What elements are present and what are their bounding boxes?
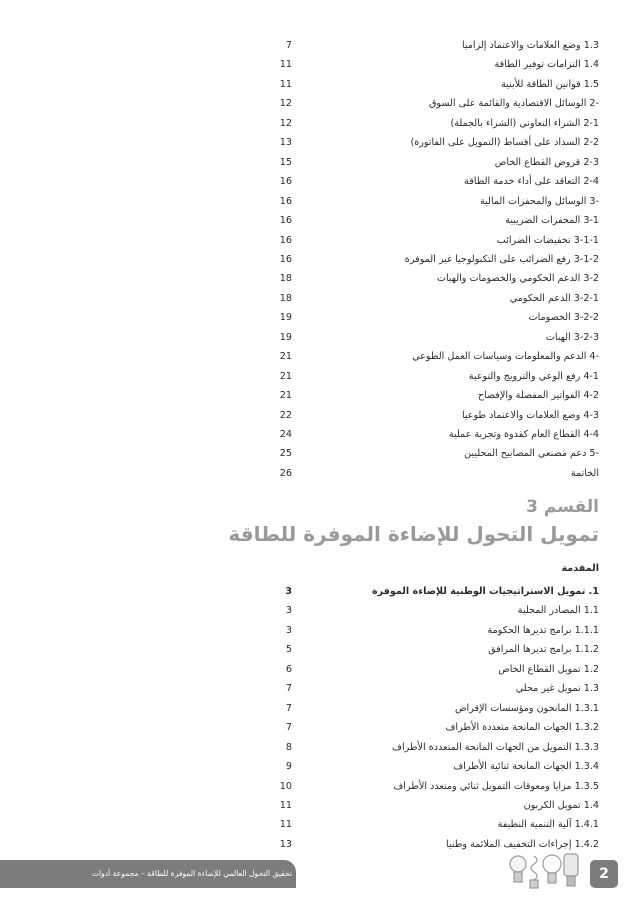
toc-entry-title: 3-2-3 الهبات bbox=[545, 331, 599, 343]
toc-entry-title: 1.3.5 مزايا ومعوقات التمويل ثنائي ومتعدد الأطراف bbox=[393, 780, 599, 792]
toc-entry-title: الخاتمة bbox=[570, 467, 599, 479]
toc-entry-title: 3-2-2 الخصومات bbox=[528, 312, 599, 324]
toc-entry-title: 1.3.1 المانحون ومؤسسات الإقراض bbox=[454, 702, 599, 714]
toc-entry bbox=[0, 699, 636, 719]
toc-entry bbox=[0, 308, 636, 328]
footer-title: تحقيق التحول العالمي للإضاءة الموفرة للطاقة – مجموعة أدوات bbox=[91, 869, 292, 878]
toc-entry-title: 1.1 المصادر المحلية bbox=[517, 605, 599, 617]
toc-entry-page: 12 bbox=[279, 98, 292, 110]
toc-entry-title: 4-4 القطاع العام كقدوة وتجربة عملية bbox=[448, 429, 599, 440]
toc-entry-title: 1.3.4 الجهات المانحة ثنائية الأطراف bbox=[453, 761, 599, 773]
toc-entry-page: 5 bbox=[285, 644, 292, 656]
intro-label: المقدمة bbox=[561, 563, 599, 574]
toc-entry-title: 1. تمويل الاستراتيجيات الوطنية للإضاءة الموفرة bbox=[371, 586, 599, 597]
toc-entry bbox=[0, 269, 636, 289]
toc-entry-page: 15 bbox=[279, 156, 292, 168]
toc-entry bbox=[0, 289, 636, 309]
toc-entry-title: 4-2 الفواتير المفصلة والإفصاح bbox=[477, 390, 599, 402]
toc-entry bbox=[0, 660, 636, 680]
toc-entry-page: 10 bbox=[279, 780, 292, 792]
toc-entry bbox=[0, 94, 636, 114]
toc-entry-page: 8 bbox=[285, 741, 292, 753]
toc-entry-page: 13 bbox=[279, 137, 292, 149]
toc-entry-title: 2-2 السداد على أقساط (التمويل على الفاتورة) bbox=[410, 137, 599, 149]
toc-entry-page: 12 bbox=[279, 117, 292, 129]
section-number: القسم 3 bbox=[526, 497, 599, 517]
toc-entry bbox=[0, 406, 636, 426]
toc-entry-page: 7 bbox=[285, 683, 292, 695]
toc-entry-page: 6 bbox=[285, 663, 292, 675]
toc-entry bbox=[0, 250, 636, 270]
toc-entry bbox=[0, 777, 636, 797]
toc-entry-title: 1.4.1 آلية التنمية النظيفة bbox=[497, 819, 599, 831]
toc-entry-page: 9 bbox=[285, 761, 292, 773]
toc-entry-title: 4-1 رفع الوعي والترويج والتوعية bbox=[468, 370, 599, 382]
toc-entry bbox=[0, 386, 636, 406]
toc-entry-title: 3-1-1 تخفيضات الضرائب bbox=[496, 234, 599, 246]
toc-entry-title: 1.4 تمويل الكربون bbox=[523, 799, 599, 811]
toc-entry-page: 16 bbox=[279, 234, 292, 246]
toc-entry-page: 22 bbox=[279, 409, 292, 421]
toc-entry-title: -2 الوسائل الاقتصادية والقائمة على السوق bbox=[428, 98, 599, 110]
toc-entry bbox=[0, 738, 636, 758]
toc-entry-title: 2-4 التعاقد على أداء خدمة الطاقة bbox=[464, 176, 599, 188]
toc-entry bbox=[0, 231, 636, 251]
toc-entry bbox=[0, 133, 636, 153]
toc-entry-page: 3 bbox=[285, 586, 292, 597]
toc-entry-title: 3-2 الدعم الحكومي والخصومات والهبات bbox=[436, 273, 599, 285]
toc-entry-title: -4 الدعم والمعلومات وسياسات العمل الطوعي bbox=[412, 351, 599, 363]
toc-entry-page: 3 bbox=[285, 605, 292, 617]
toc-entry bbox=[0, 718, 636, 738]
toc-entry bbox=[0, 211, 636, 231]
section-title: تمويل التحول للإضاءة الموفرة للطاقة bbox=[228, 522, 599, 546]
toc-entry bbox=[0, 153, 636, 173]
toc-entry bbox=[0, 425, 636, 445]
toc-entry-title: 1.2 تمويل القطاع الخاص bbox=[498, 663, 599, 675]
toc-entry bbox=[0, 172, 636, 192]
toc-entry-title: 1.4.2 إجراءات التخفيف الملائمة وطنيا bbox=[446, 838, 599, 850]
toc-entry-page: 11 bbox=[279, 819, 292, 831]
toc-entry-title: 1.3 تمويل غير محلي bbox=[515, 683, 599, 695]
toc-entry bbox=[0, 757, 636, 777]
toc-entry bbox=[0, 192, 636, 212]
toc-entry-page: 16 bbox=[279, 215, 292, 227]
toc-entry bbox=[0, 679, 636, 699]
toc-entry bbox=[0, 367, 636, 387]
toc-entry bbox=[0, 55, 636, 75]
toc-entry-page: 19 bbox=[279, 331, 292, 343]
toc-entry-title: 4-3 وضع العلامات والاعتماد طوعيا bbox=[461, 409, 599, 421]
toc-entry-page: 25 bbox=[279, 448, 292, 460]
toc-entry bbox=[0, 582, 636, 602]
toc-entry-title: 2-1 الشراء التعاوني (الشراء بالجملة) bbox=[450, 117, 599, 129]
toc-entry-title: 2-3 قروض القطاع الخاص bbox=[494, 156, 599, 168]
toc-entry-page: 24 bbox=[279, 429, 292, 440]
toc-entry bbox=[0, 464, 636, 484]
toc-entry-page: 18 bbox=[279, 292, 292, 304]
toc-entry-title: -3 الوسائل والمحفزات المالية bbox=[480, 195, 599, 207]
toc-entry-page: 11 bbox=[279, 799, 292, 811]
toc-entry-page: 7 bbox=[285, 40, 292, 51]
toc-entry-page: 21 bbox=[279, 390, 292, 402]
toc-entry-page: 11 bbox=[279, 78, 292, 90]
toc-entry-page: 11 bbox=[279, 59, 292, 71]
toc-entry-page: 7 bbox=[285, 702, 292, 714]
toc-entry bbox=[0, 444, 636, 464]
toc-entry bbox=[0, 75, 636, 95]
toc-entry bbox=[0, 36, 636, 56]
toc-entry-page: 19 bbox=[279, 312, 292, 324]
toc-entry bbox=[0, 114, 636, 134]
toc-entry-title: 1.3.2 الجهات المانحة متعددة الأطراف bbox=[445, 722, 599, 734]
toc-entry bbox=[0, 621, 636, 641]
page-number-badge: 2 bbox=[590, 860, 618, 888]
toc-entry-page: 21 bbox=[279, 370, 292, 382]
toc-entry-title: 1.5 قوانين الطاقة للأبنية bbox=[501, 78, 599, 90]
toc-entry-page: 3 bbox=[285, 624, 292, 636]
toc-entry-title: 1.3.3 التمويل من الجهات المانحة المتعددة الأطراف bbox=[392, 741, 599, 753]
toc-entry-page: 18 bbox=[279, 273, 292, 285]
toc-entry-page: 13 bbox=[279, 838, 292, 850]
toc-entry-page: 7 bbox=[285, 722, 292, 734]
lightbulbs-illustration bbox=[508, 850, 584, 892]
toc-entry bbox=[0, 328, 636, 348]
toc-entry-title: 3-1 المحفزات الضريبية bbox=[505, 215, 599, 227]
toc-entry-title: 3-1-2 رفع الضرائب على التكنولوجيا غير الموفرة bbox=[404, 253, 599, 265]
toc-entry-title: 1.3 وضع العلامات والاعتماد إلزاميا bbox=[461, 40, 599, 51]
toc-entry-title: 1.1.2 برامج تديرها المرافق bbox=[488, 644, 599, 656]
toc-entry-page: 21 bbox=[279, 351, 292, 363]
toc-entry-title: 3-2-1 الدعم الحكومي bbox=[509, 292, 599, 304]
toc-entry bbox=[0, 796, 636, 816]
toc-entry bbox=[0, 815, 636, 835]
toc-entry-page: 16 bbox=[279, 176, 292, 188]
toc-entry-page: 16 bbox=[279, 195, 292, 207]
toc-entry bbox=[0, 601, 636, 621]
toc-entry-page: 16 bbox=[279, 253, 292, 265]
toc-entry-title: -5 دعم مصنعي المصابيح المحليين bbox=[464, 448, 599, 460]
toc-entry-title: 1.4 التزامات توفير الطاقة bbox=[494, 59, 599, 71]
toc-entry bbox=[0, 640, 636, 660]
toc-entry bbox=[0, 347, 636, 367]
toc-entry-page: 26 bbox=[279, 467, 292, 479]
toc-entry-title: 1.1.1 برامج تديرها الحكومة bbox=[487, 624, 599, 636]
